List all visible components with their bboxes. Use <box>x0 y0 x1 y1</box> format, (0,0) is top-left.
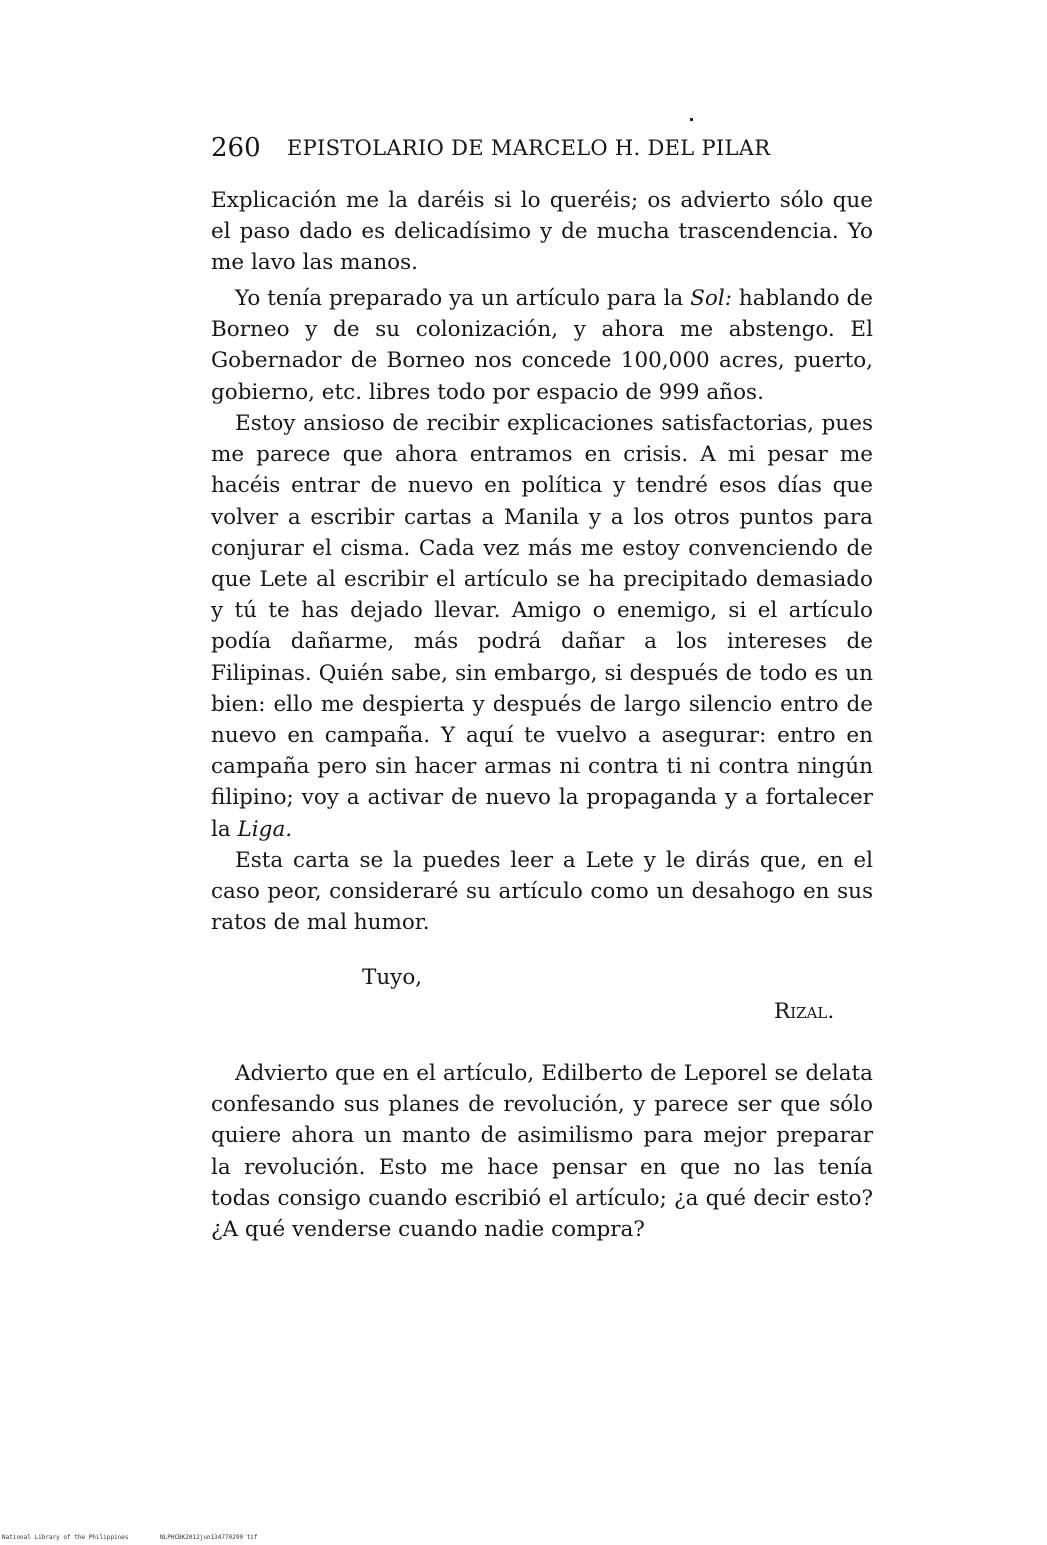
paragraph-2-italic: Sol: <box>690 286 732 311</box>
page-header <box>211 130 811 170</box>
paragraph-2-text-start: Yo tenía preparado ya un artículo para la <box>235 286 691 311</box>
letter-closing: Tuyo, <box>362 965 423 990</box>
scan-speck <box>690 118 693 121</box>
paragraph-1: Explicación me la daréis si lo queréis; os advierto sólo que el paso dado es delicadísimo y de mucha trascendencia. Yo me lavo las manos. <box>211 188 873 276</box>
paragraph-2-text-end: hablando de Borneo y de su colonización, y ahora me abstengo. El Gobernador de Borneo nos concede 100,000 acres, puerto, gobierno, etc. libres todo por espacio de 999 años. <box>211 286 873 405</box>
paragraph-3 <box>211 408 873 845</box>
letter-signature: Rizal. <box>774 999 835 1024</box>
footer-file-id: NLPHCBK2012jun134770290 tif <box>160 1534 258 1541</box>
running-title: EPISTOLARIO DE MARCELO H. DEL PILAR <box>287 136 771 160</box>
page-number: 260 <box>211 133 261 163</box>
footer-library-credit: National Library of the Philippines <box>2 1534 129 1541</box>
paragraph-3-italic: Liga. <box>237 816 293 842</box>
paragraph-3-text: Estoy ansioso de recibir explicaciones satisfactorias, pues me parece que ahora entramos en crisis. A mi pesar me hacéis entrar de nuevo en política y tendré esos días que volver a escribir cartas a Manila y a los otros puntos para conjurar el cisma. Cada vez más me estoy convenciendo de que Lete al escribir el artículo se ha precipitado demasiado y tú te has dejado llevar. Amigo o enemigo, si el artículo podía dañarme, más podrá dañar a los intereses de Filipinas. Quién sabe, sin embargo, si después de todo es un bien: ello me despierta y después de largo silencio entro de nuevo en campaña. Y aquí te vuelvo a asegurar: entro en campaña pero sin hacer armas ni contra ti ni contra ningún filipino; voy a activar de nuevo la propaganda y a fortalecer la <box>211 411 873 842</box>
paragraph-4: Esta carta se la puedes leer a Lete y le dirás que, en el caso peor, consideraré su artículo como un desahogo en sus ratos de mal humor. <box>211 848 873 936</box>
postscript: Advierto que en el artículo, Edilberto de Leporel se delata confesando sus planes de revolución, y parece ser que sólo quiere ahora un manto de asimilismo para mejor preparar la revolución. Esto me hace pensar en que no las tenía todas consigo cuando escribió el artículo; ¿a qué decir esto? ¿A qué venderse cuando nadie compra? <box>211 1061 873 1243</box>
paragraph-2 <box>211 283 873 408</box>
